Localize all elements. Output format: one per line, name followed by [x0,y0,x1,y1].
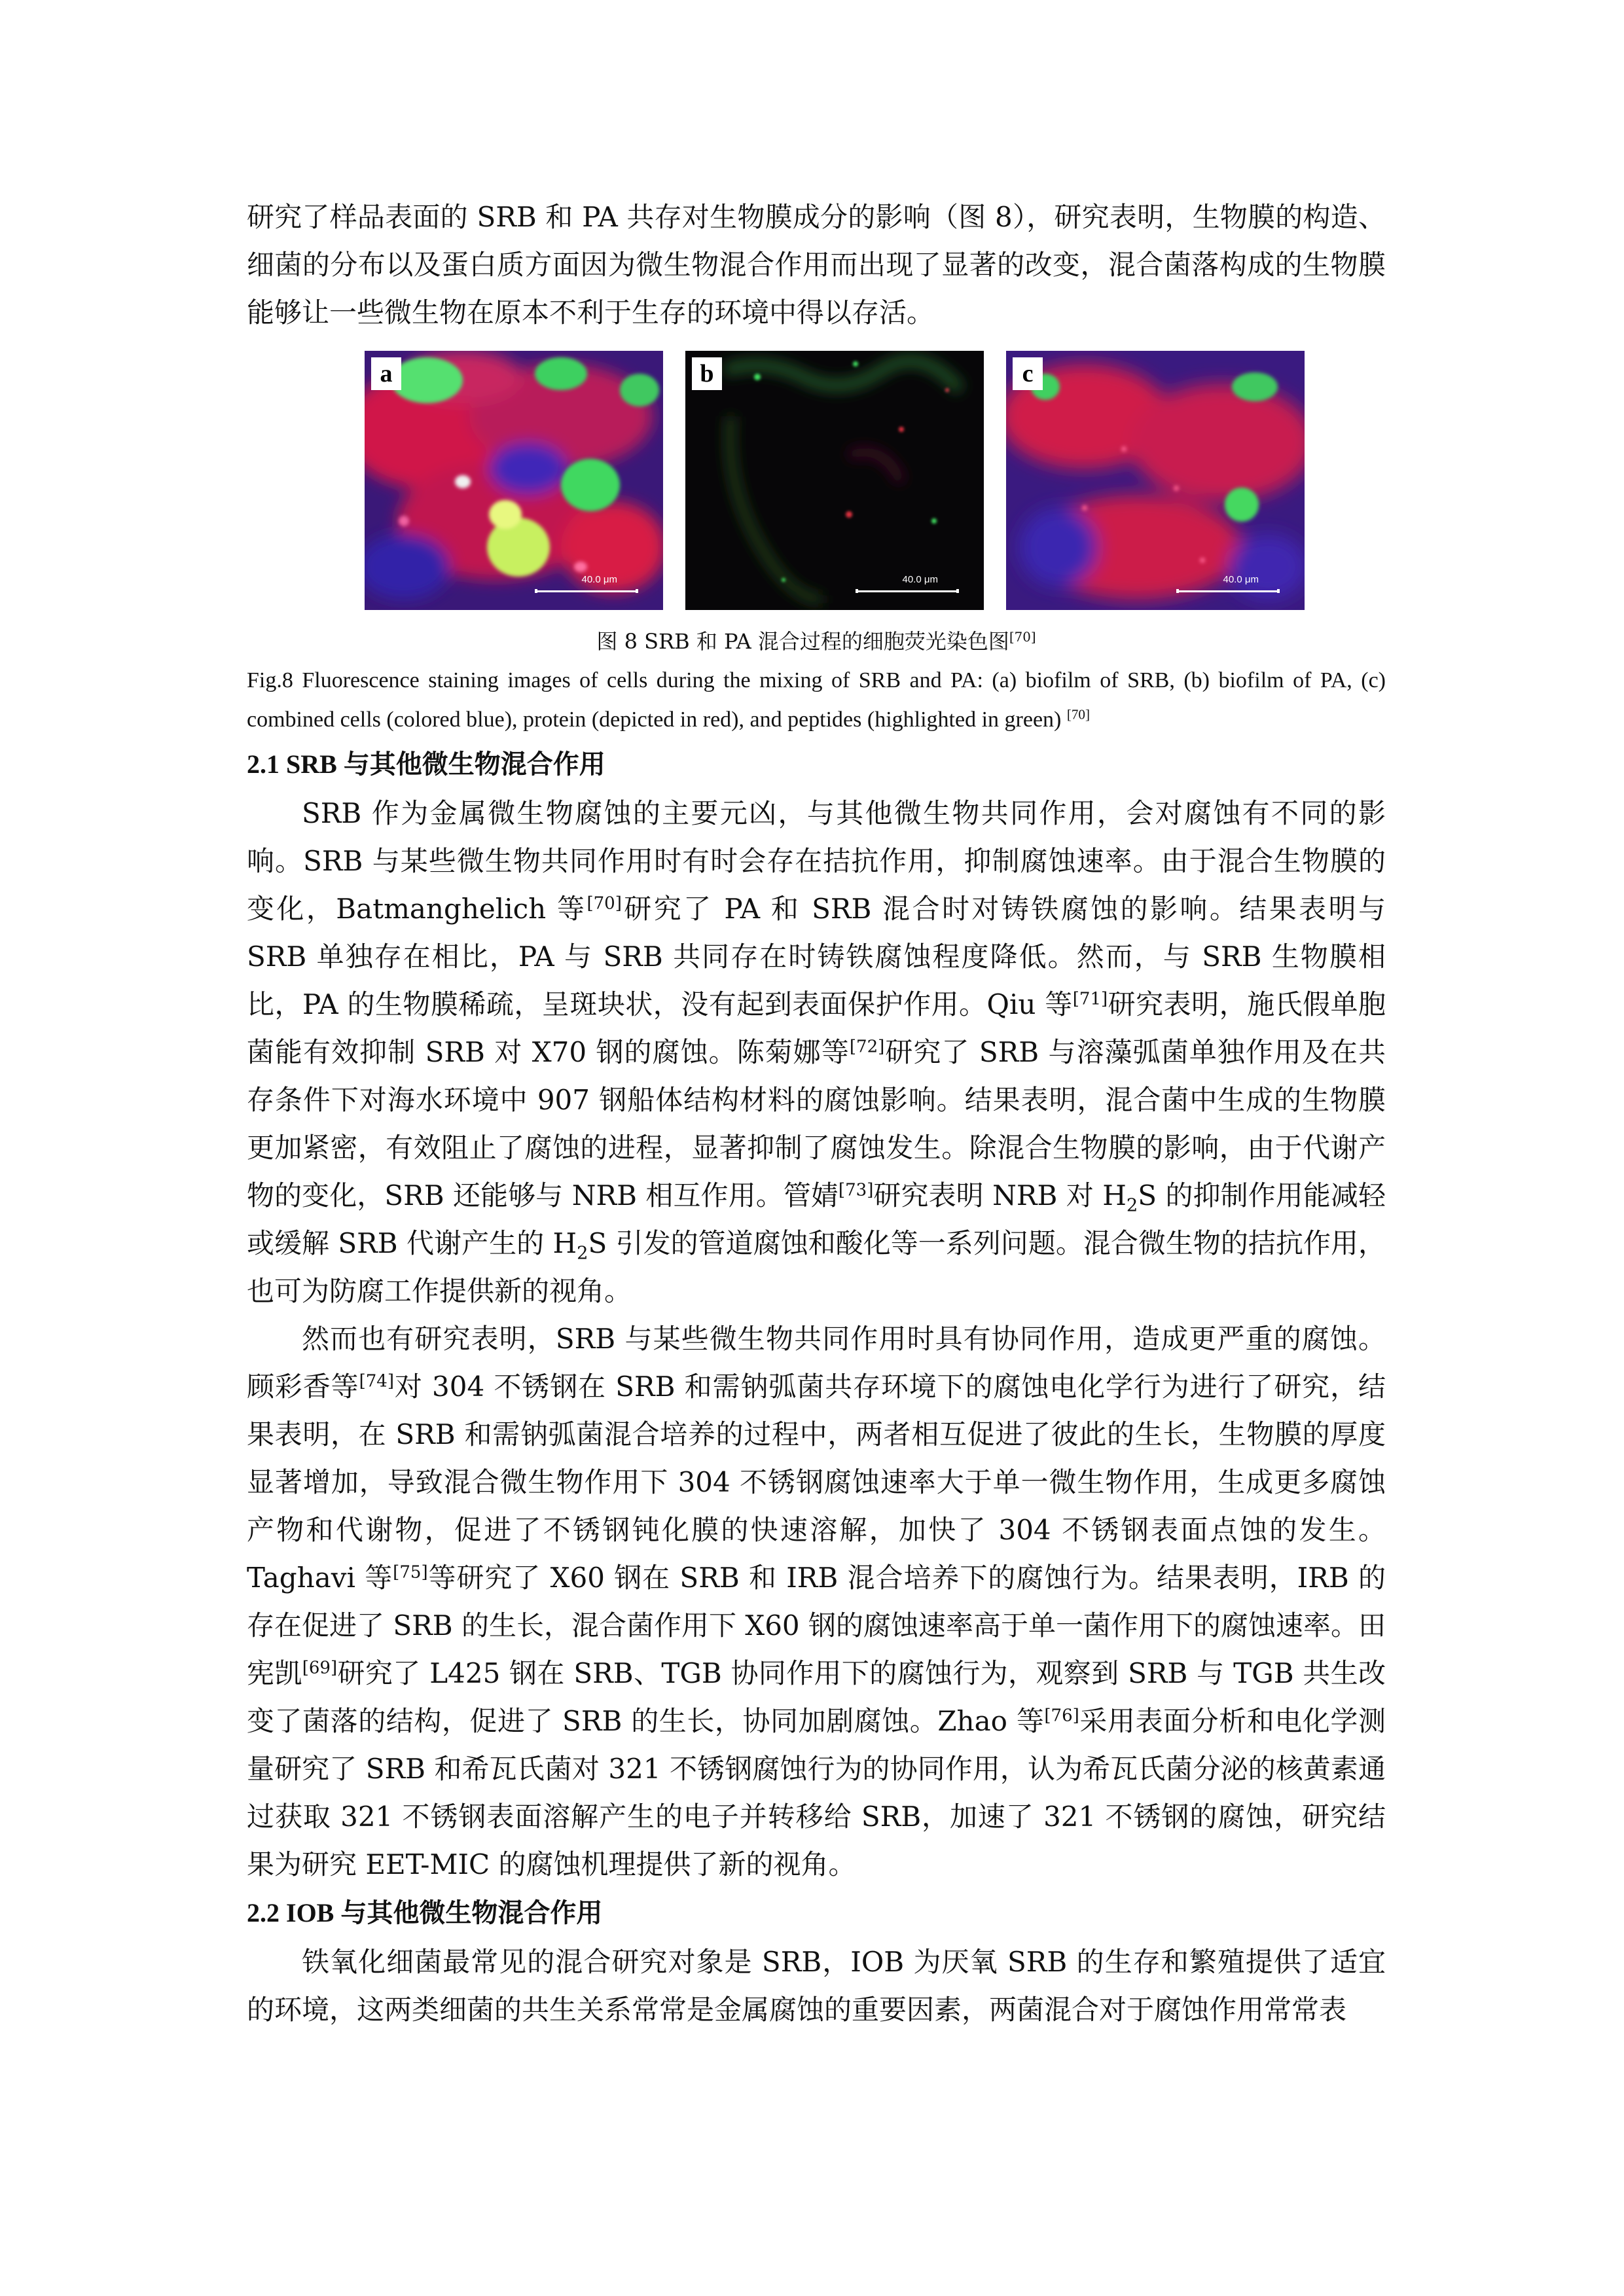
panel-c-label: c [1013,357,1043,390]
text-span: 采用表面分析和电化学测量研究了 SRB 和希瓦氏菌对 321 不锈钢腐蚀行为的协同作用，认为希瓦氏菌分泌的核黄素通过获取 321 不锈钢表面溶解产生的电子并转移给 SRB，加速了 321 不锈钢的腐蚀，研究结果为研究 EET-MIC 的腐蚀机理提供了新的视角。 [247,1705,1386,1880]
text-span: S 引发的管道腐蚀和酸化等一系列问题。混合微生物的拮抗作用，也可为防腐工作提供新的视角。 [247,1227,1386,1307]
panel-b-scalebar [856,589,959,593]
caption-en-ref: [70] [1066,706,1090,723]
panel-c-image [1006,351,1305,610]
text-span: 研究了 SRB 与溶藻弧菌单独作用及在共存条件下对海水环境中 907 钢船体结构材料的腐蚀影响。结果表明，混合菌中生成的生物膜更加紧密，有效阻止了腐蚀的进程，显著抑制了腐蚀发生。除混合生物膜的影响，由于代谢产物的变化，SRB 还能够与 NRB 相互作用。管婧 [247,1036,1386,1211]
page-content [247,193,1386,2034]
panel-c-micrograph [1006,351,1305,610]
panel-a-image [365,351,663,610]
panel-c-scalebar [1176,589,1280,593]
text-span: 对 304 不锈钢在 SRB 和需钠弧菌共存环境下的腐蚀电化学行为进行了研究，结果表明，在 SRB 和需钠弧菌混合培养的过程中，两者相互促进了彼此的生长，生物膜的厚度显著增加，导致混合微生物作用下 304 不锈钢腐蚀速率大于单一微生物作用，生成更多腐蚀产物和代谢物，促进了不锈钢钝化膜的快速溶解，加快了 304 不锈钢表面点蚀的发生。Taghavi 等 [247,1371,1386,1594]
section-2-1-paragraph-2 [247,1315,1386,1888]
panel-b-micrograph [685,351,984,610]
section-2-1-paragraph-1 [247,789,1386,1315]
citation-76: [76] [1044,1706,1079,1726]
figure-8 [247,351,1386,613]
section-2-2-paragraph-1: 铁氧化细菌最常见的混合研究对象是 SRB，IOB 为厌氧 SRB 的生存和繁殖提供了适宜的环境，这两类细菌的共生关系常常是金属腐蚀的重要因素，两菌混合对于腐蚀作用常常表 [247,1946,1386,2026]
section-heading-2-2: 2.2 IOB 与其他微生物混合作用 [247,1898,603,1928]
panel-a-label: a [371,357,401,390]
panel-b-image [685,351,984,610]
text-span: 研究了 L425 钢在 SRB、TGB 协同作用下的腐蚀行为，观察到 SRB 与 TGB 共生改变了菌落的结构，促进了 SRB 的生长，协同加剧腐蚀。Zhao 等 [247,1657,1386,1737]
text-span: 研究表明 NRB 对 H [873,1179,1127,1211]
intro-paragraph: 研究了样品表面的 SRB 和 PA 共存对生物膜成分的影响（图 8），研究表明，生物膜的构造、细菌的分布以及蛋白质方面因为微生物混合作用而出现了显著的改变，混合菌落构成的生物膜能够让一些微生物在原本不利于生存的环境中得以存活。 [247,201,1386,329]
panel-a-scale-label: 40.0 μm [581,574,617,585]
panel-a-scalebar [535,589,638,593]
text-span: SRB 作为金属微生物腐蚀的主要元凶，与其他微生物共同作用，会对腐蚀有不同的影响。SRB 与某些微生物共同作用时有时会存在拮抗作用，抑制腐蚀速率。由于混合生物膜的变化，Batmanghelich 等 [247,797,1386,925]
text-span: 然而也有研究表明，SRB 与某些微生物共同作用时具有协同作用，造成更严重的腐蚀。顾彩香等 [247,1323,1386,1403]
text-span: 研究了 PA 和 SRB 混合时对铸铁腐蚀的影响。结果表明与 SRB 单独存在相比，PA 与 SRB 共同存在时铸铁腐蚀程度降低。然而，与 SRB 生物膜相比，PA 的生物膜稀疏，呈斑块状，没有起到表面保护作用。Qiu 等 [247,893,1386,1020]
text-span: S 的抑制作用能减轻或缓解 SRB 代谢产生的 H [247,1179,1386,1259]
caption-en-text: Fig.8 Fluorescence staining images of cells during the mixing of SRB and PA: (a) biofilm of SRB, (b) biofilm of PA, (c) combined cells (colored blue), protein (depicted in red), and peptides (highlighted in green) [247,668,1386,732]
citation-75: [75] [393,1562,428,1583]
caption-cn-ref: [70] [1009,630,1036,645]
citation-70: [70] [586,893,622,914]
citation-71: [71] [1072,989,1108,1009]
figure-caption-en [247,661,1386,740]
panel-b-scale-label: 40.0 μm [902,574,938,585]
caption-cn-text: 图 8 SRB 和 PA 混合过程的细胞荧光染色图 [596,629,1009,654]
text-span: 等研究了 X60 钢在 SRB 和 IRB 混合培养下的腐蚀行为。结果表明，IRB 的存在促进了 SRB 的生长，混合菌作用下 X60 钢的腐蚀速率高于单一菌作用下的腐蚀速率。田宪凯 [247,1562,1386,1689]
panel-a-micrograph [365,351,663,610]
text-span: 研究表明，施氏假单胞菌能有效抑制 SRB 对 X70 钢的腐蚀。陈菊娜等 [247,988,1386,1068]
section-heading-2-1: 2.1 SRB 与其他微生物混合作用 [247,749,605,779]
subscript: 2 [1126,1195,1138,1216]
citation-73: [73] [838,1180,874,1200]
panel-c-scale-label: 40.0 μm [1223,574,1259,585]
figure-caption-cn [247,622,1386,661]
citation-69: [69] [302,1658,338,1678]
citation-72: [72] [849,1037,885,1057]
citation-74: [74] [359,1371,394,1391]
subscript: 2 [577,1243,588,1264]
panel-b-label: b [692,357,722,390]
